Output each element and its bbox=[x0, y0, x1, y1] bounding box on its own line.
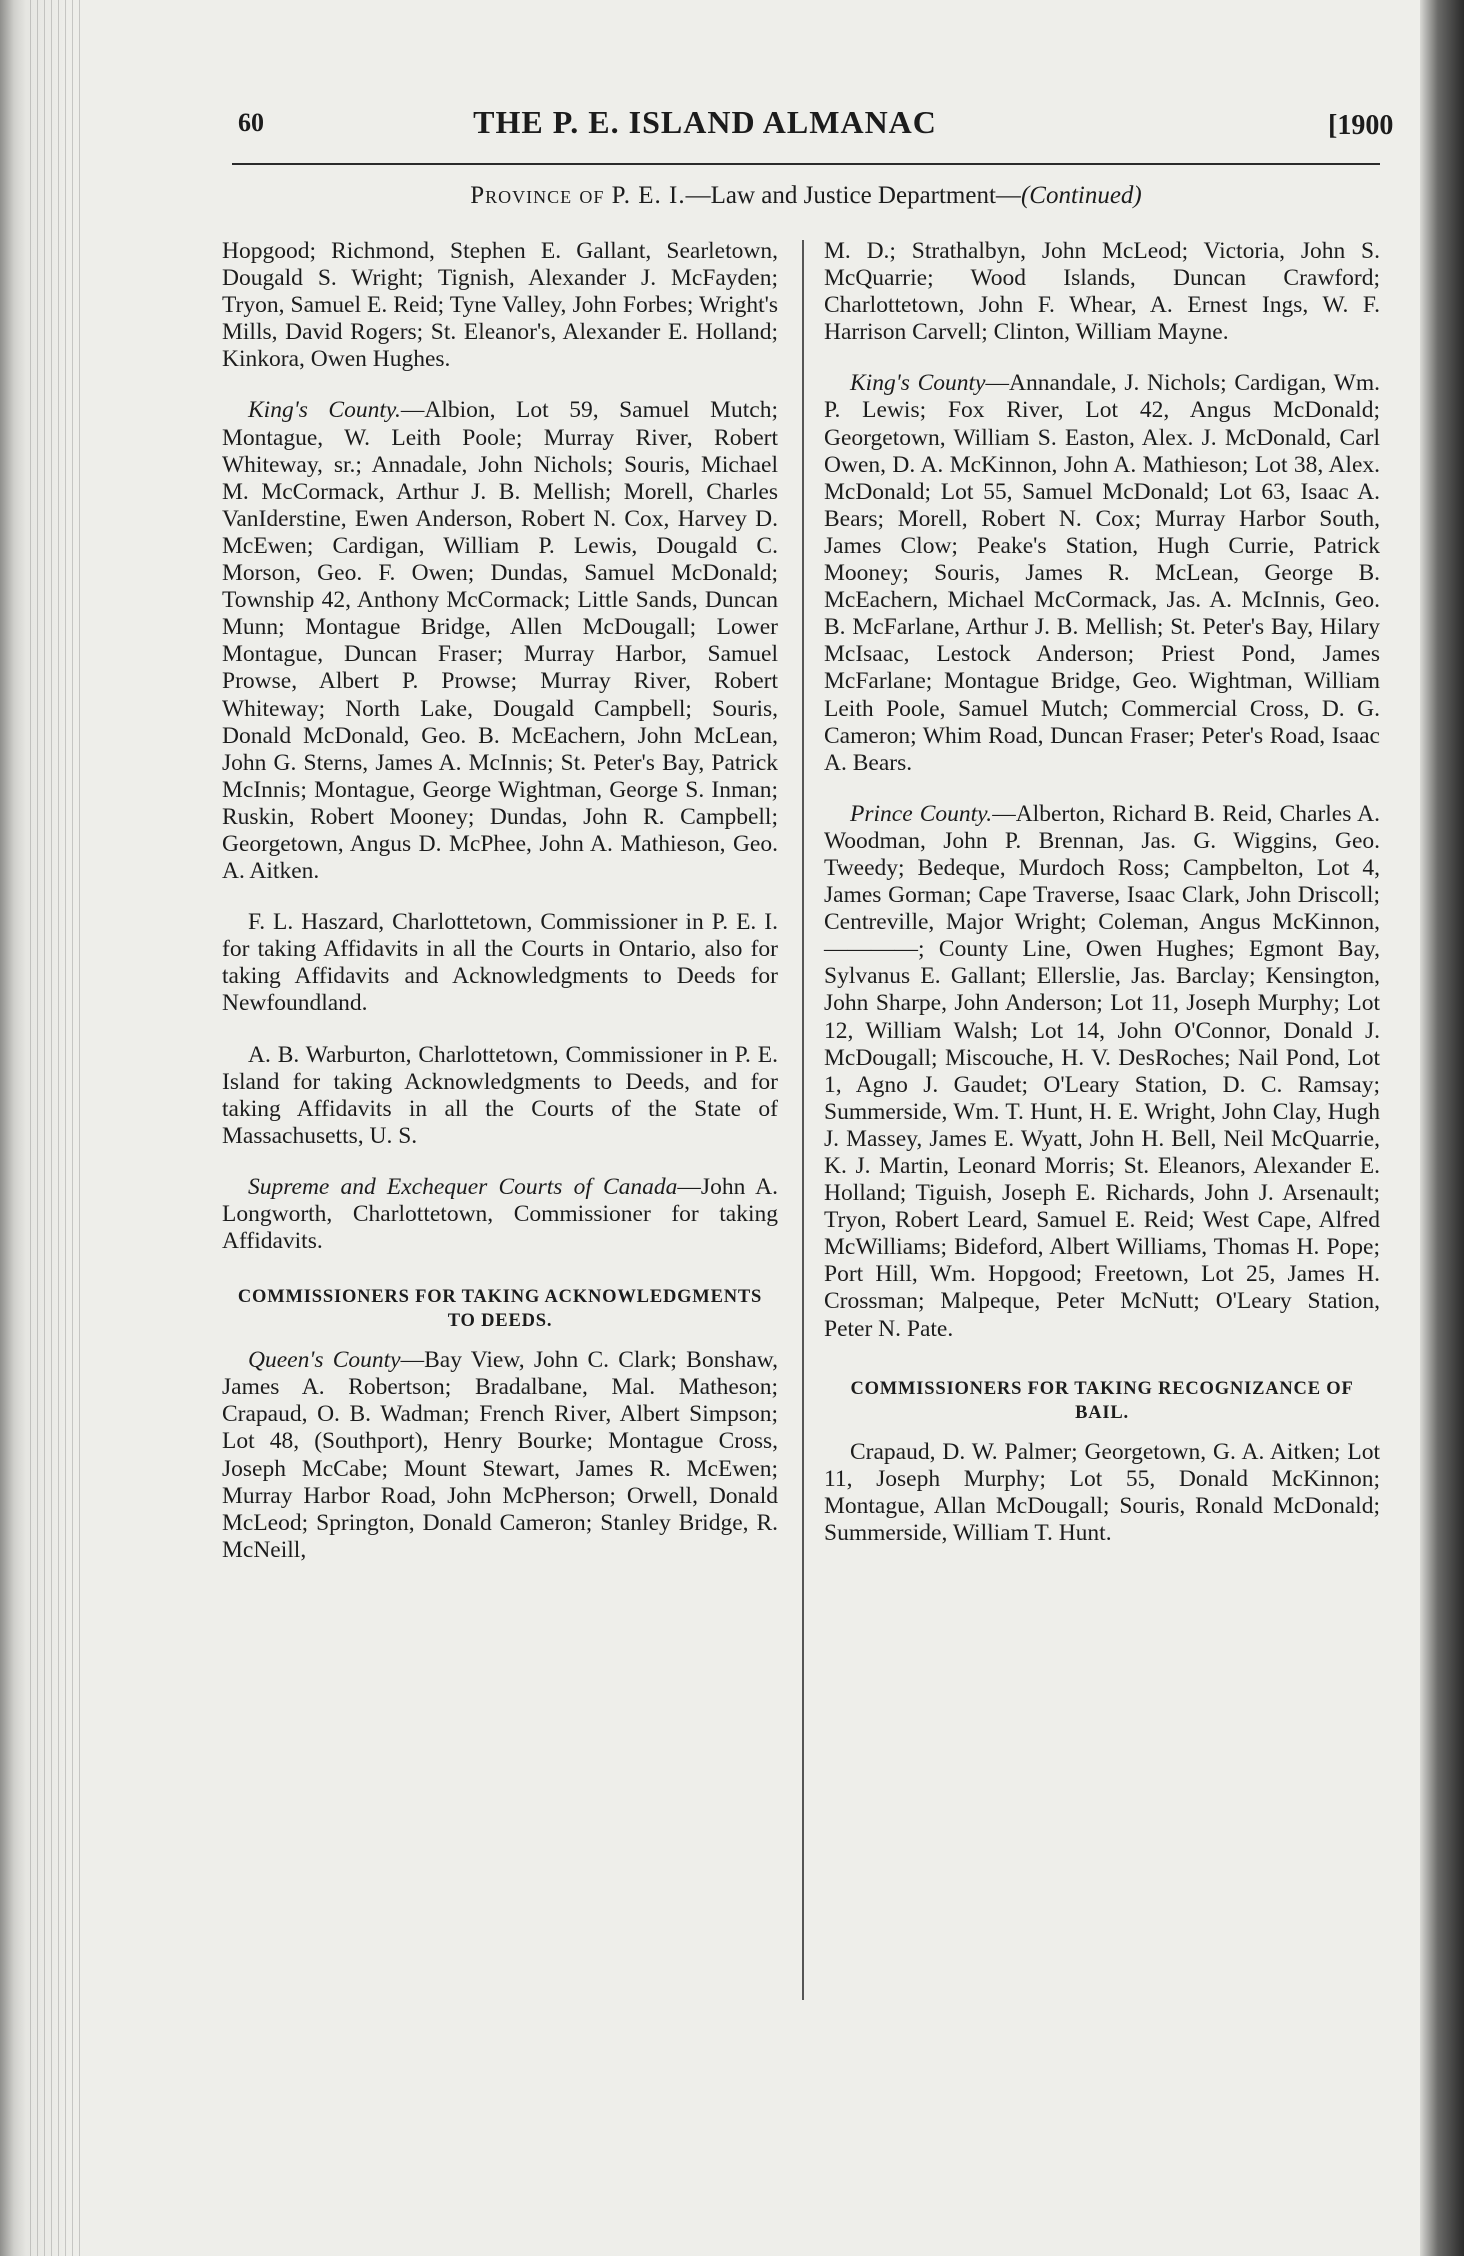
running-title: THE P. E. ISLAND ALMANAC bbox=[473, 104, 937, 140]
paragraph-text: —Alberton, Richard B. Reid, Charles A. Woodman, John P. Brennan, Jas. G. Wiggins, Geo. Tweedy; Bedeque, Murdoch Ross; Campbelton, Lot 4, James Gorman; Cape Traverse, Isaac Clark, John Driscoll; Centreville, Major Wright; Coleman, Angus McKinnon, ————; County Line, Owen Hughes; Egmont Bay, Sylvanus E. Gallant; Ellerslie, Jas. Barclay; Kensington, John Sharpe, John Anderson; Lot 11, Joseph Murphy; Lot 12, William Walsh; Lot 14, John O'Connor, Donald J. McDougall; Miscouche, H. V. DesRoches; Nail Pond, Lot 1, Agno J. Gaudet; O'Leary Station, D. C. Ramsay; Summerside, Wm. T. Hunt, H. E. Wright, John Clay, Hugh J. Massey, James E. Wyatt, John H. Bell, Neil McQuarrie, K. J. Martin, Leonard Morris; St. Eleanors, Alexander E. Holland; Tiguish, Joseph E. Richards, John J. Arsenault; Tryon, Robert Leard, Samuel E. Reid; West Cape, Alfred McWilliams; Bideford, Albert Williams, Thomas H. Pope; Port Hill, Wm. Hopgood; Freetown, Lot 25, James H. Crossman; Malpeque, Peter McNutt; O'Leary Station, Peter N. Pate. bbox=[824, 800, 1380, 1342]
paragraph: Hopgood; Richmond, Stephen E. Gallant, Searletown, Dougald S. Wright; Tignish, Alexander J. McFayden; Tryon, Samuel E. Reid; Tyne Valley, John Forbes; Wright's Mills, David Rogers; St. Eleanor's, Alexander E. Holland; Kinkora, Owen Hughes. bbox=[222, 238, 778, 373]
section-continued: (Continued) bbox=[1020, 182, 1142, 209]
county-name: Queen's County bbox=[248, 1347, 401, 1374]
header-rule bbox=[232, 163, 1380, 165]
sub-heading: COMMISSIONERS FOR TAKING RECOGNIZANCE OF BAIL. bbox=[850, 1378, 1354, 1423]
left-column bbox=[222, 238, 778, 1588]
county-name: Prince County. bbox=[850, 800, 993, 827]
paragraph: Crapaud, D. W. Palmer; Georgetown, G. A. Aitken; Lot 11, Joseph Murphy; Lot 55, Donald McKinnon; Montague, Allan McDougall; Souris, Ronald McDonald; Summerside, William T. Hunt. bbox=[824, 1438, 1380, 1546]
section-heading bbox=[232, 182, 1380, 210]
right-column bbox=[824, 238, 1380, 1571]
paragraph-text: —Bay View, John C. Clark; Bonshaw, James A. Robertson; Bradalbane, Mal. Matheson; Crapaud, O. B. Wadman; French River, Albert Simpson; Lot 48, (Southport), Henry Bourke; Montague Cross, Joseph McCabe; Mount Stewart, James R. McEwen; Murray Harbor Road, John McPherson; Orwell, Donald McLeod; Springton, Donald Cameron; Stanley Bridge, R. McNeill, bbox=[222, 1347, 778, 1563]
year-label: [1900 bbox=[1328, 110, 1394, 141]
page-number: 60 bbox=[238, 108, 264, 137]
column-divider bbox=[802, 240, 804, 2000]
paragraph: F. L. Haszard, Charlottetown, Commissioner in P. E. I. for taking Affidavits in all the Courts in Ontario, also for taking Affidavits and Acknowledgments to Deeds for Newfoundland. bbox=[222, 909, 778, 1017]
paragraph-text: —Albion, Lot 59, Samuel Mutch; Montague, W. Leith Poole; Murray River, Robert Whiteway, sr.; Annadale, John Nichols; Souris, Michael M. McCormack, Arthur J. B. Mellish; Morell, Charles VanIderstine, Ewen Anderson, Robert N. Cox, Harvey D. McEwen; Cardigan, William P. Lewis, Dougald C. Morson, Geo. F. Owen; Dundas, Samuel McDonald; Township 42, Anthony McCormack; Little Sands, Duncan Munn; Montague Bridge, Allen McDougall; Lower Montague, Duncan Fraser; Murray Harbor, Samuel Prowse, Albert P. Prowse; Murray River, Robert Whiteway; North Lake, Dougald Campbell; Souris, Donald McDonald, Geo. B. McEachern, John McLean, John G. Sterns, James A. McInnis; St. Peter's Bay, Patrick McInnis; Montague, George Wightman, George S. Inman; Ruskin, Robert Mooney; Dundas, John R. Campbell; Georgetown, Angus D. McPhee, John A. Mathieson, Geo. A. Aitken. bbox=[222, 397, 778, 885]
paragraph bbox=[222, 397, 778, 885]
binding-shadow bbox=[1420, 0, 1464, 2256]
sub-heading: COMMISSIONERS FOR TAKING ACKNOWLEDGMENTS TO DEEDS. bbox=[237, 1287, 763, 1332]
section-lead: Province of P. E. I. bbox=[470, 182, 686, 209]
court-name: Supreme and Exchequer Courts of Canada bbox=[248, 1173, 678, 1200]
paragraph-text: —Annandale, J. Nichols; Cardigan, Wm. P. Lewis; Fox River, Lot 42, Angus McDonald; Georgetown, William S. Easton, Alex. J. McDonald, Carl Owen, D. A. McKinnon, John A. Mathieson; Lot 38, Alex. McDonald; Lot 55, Samuel McDonald; Lot 63, Isaac A. Bears; Morell, Robert N. Cox; Murray Harbor South, James Clow; Peake's Station, Hugh Currie, Patrick Mooney; Souris, James R. McLean, George B. McEachern, Michael McCormack, Jas. A. McInnis, Geo. B. McFarlane, Arthur J. B. Mellish; St. Peter's Bay, Hilary McIsaac, Lestock Anderson; Priest Pond, James McFarlane; Montague Bridge, Geo. Wightman, William Leith Poole, Samuel Mutch; Commercial Cross, D. G. Cameron; Whim Road, Duncan Fraser; Peter's Road, Isaac A. Bears. bbox=[824, 370, 1381, 776]
paragraph bbox=[824, 370, 1380, 776]
county-name: King's County bbox=[850, 370, 986, 397]
paragraph: A. B. Warburton, Charlottetown, Commissioner in P. E. Island for taking Acknowledgments to Deeds, and for taking Affidavits in all the Courts of the State of Massachusetts, U. S. bbox=[222, 1041, 778, 1149]
paragraph-text: —John A. Longworth, Charlottetown, Commissioner for taking Affidavits. bbox=[222, 1173, 778, 1255]
county-name: King's County. bbox=[248, 397, 401, 424]
paragraph bbox=[222, 1174, 778, 1255]
section-dept: —Law and Justice Department— bbox=[685, 182, 1021, 209]
paragraph bbox=[824, 801, 1380, 1343]
paragraph bbox=[222, 1347, 778, 1564]
paragraph: M. D.; Strathalbyn, John McLeod; Victoria, John S. McQuarrie; Wood Islands, Duncan Crawford; Charlottetown, John F. Whear, A. Ernest Ings, W. F. Harrison Carvell; Clinton, William Mayne. bbox=[824, 238, 1380, 346]
